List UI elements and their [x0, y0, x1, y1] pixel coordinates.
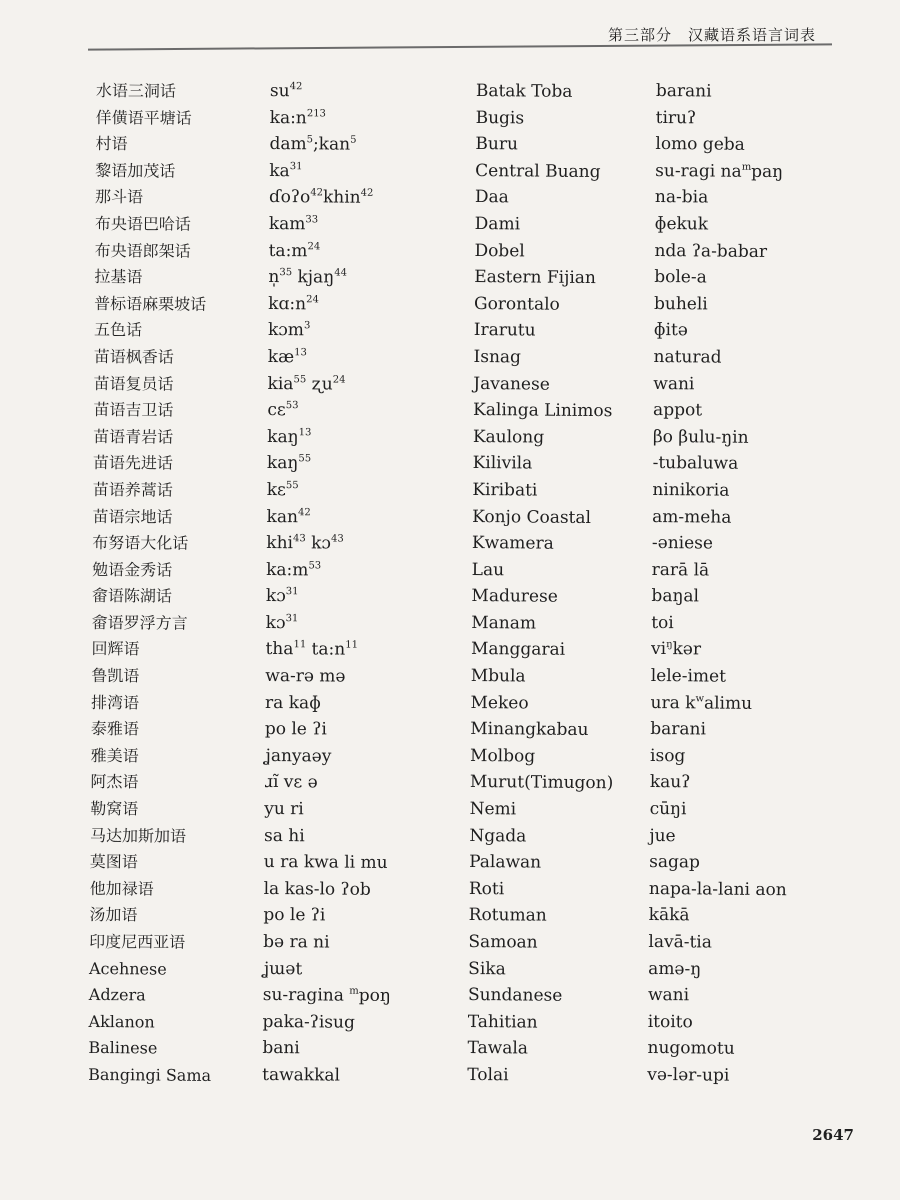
entry-form: və-lər-upi: [647, 1064, 730, 1086]
entry-form: napa-la-lani aon: [648, 878, 787, 900]
entry-form: isog: [649, 745, 686, 767]
entry-language: Minangkabau: [470, 719, 589, 741]
entry-language: Balinese: [88, 1038, 158, 1058]
entry-language: 回辉语: [91, 639, 140, 659]
entry-language: 勒窝语: [90, 799, 139, 819]
entry-form: wa-rə mə: [265, 666, 346, 687]
entry-language: 印度尼西亚语: [89, 931, 186, 952]
entry-language: Central Buang: [475, 160, 601, 182]
entry-language: 苗语养蒿话: [92, 479, 173, 500]
entry-language: 村语: [95, 134, 128, 154]
entry-form: nda ʔa-babar: [654, 240, 768, 262]
entry-form: wani: [653, 373, 695, 394]
entry-form: ra kaɸ: [265, 692, 322, 714]
entry-language: Gorontalo: [473, 293, 560, 315]
entry-form: bə ra ni: [263, 931, 330, 953]
entry-form: bani: [262, 1038, 300, 1059]
entry-form: kākā: [648, 905, 690, 926]
entry-form: po le ʔi: [264, 719, 327, 740]
entry-language: Buru: [475, 134, 519, 155]
entry-form: $ta:m^{24}$: [268, 240, 321, 261]
entry-language: 苗语枫香话: [93, 346, 174, 367]
entry-form: ɗoʔo$^{42}$khin$^{42}$: [268, 187, 374, 209]
entry-form: lomo geba: [655, 134, 745, 155]
entry-form: kɔ$^{31}$: [265, 612, 299, 634]
entry-form: barani: [650, 719, 707, 740]
entry-language: Manggarai: [470, 639, 566, 661]
entry-form: tawakkal: [262, 1064, 341, 1086]
entry-language: 排湾语: [91, 692, 140, 713]
entry-language: Bangingi Sama: [88, 1064, 212, 1085]
entry-form: na-bia: [654, 187, 709, 208]
right-form-column: [647, 78, 794, 1090]
entry-language: Kilivila: [472, 453, 533, 474]
entry-form: ʝɯət: [262, 958, 303, 979]
entry-language: Javanese: [473, 373, 550, 395]
entry-language: Batak Toba: [475, 80, 573, 102]
page-number: 2647: [812, 1126, 854, 1144]
entry-form: ura $k^walimu$: [650, 692, 753, 714]
entry-form: kɛ$^{55}$: [266, 479, 299, 501]
entry-form: lavā-tia: [648, 931, 713, 953]
entry-form: yu ri: [264, 799, 304, 820]
entry-form: toi: [651, 612, 674, 634]
entry-language: 布央语巴哈话: [94, 213, 191, 234]
entry-language: Dobel: [474, 240, 525, 261]
entry-form: ʝanyaəy: [264, 745, 332, 767]
entry-language: 畲语罗浮方言: [91, 612, 188, 633]
entry-form: su-ragi $na^mpaŋ$: [655, 160, 784, 182]
entry-language: 雅美语: [90, 745, 139, 766]
entry-form: kɔm$^3$: [267, 320, 311, 341]
entry-form: itoito: [647, 1011, 693, 1033]
entry-form: sa hi: [263, 825, 305, 846]
entry-language: Manam: [471, 612, 537, 634]
entry-form: appot: [653, 400, 703, 421]
entry-language: Ngada: [469, 825, 527, 847]
entry-form: ɹĩ vɛ ə: [264, 772, 318, 793]
entry-language: Tawala: [467, 1038, 529, 1059]
entry-form: barani: [655, 80, 712, 102]
entry-form: kauʔ: [649, 772, 691, 793]
entry-language: Acehnese: [88, 958, 167, 979]
entry-language: 鲁凯语: [91, 666, 140, 686]
entry-form: kaŋ$^{13}$: [267, 426, 312, 447]
entry-language: Samoan: [468, 931, 538, 953]
entry-language: 那斗语: [94, 187, 144, 207]
entry-form: kam$^{33}$: [268, 213, 319, 235]
running-header: 第三部分 汉藏语系语言词表: [607, 26, 816, 44]
entry-form: sagap: [649, 852, 701, 873]
entry-language: 马达加斯加语: [89, 825, 187, 846]
entry-language: 勉语金秀话: [92, 559, 173, 580]
entry-language: 泰雅语: [90, 719, 139, 739]
entry-language: 布努语大化话: [92, 533, 189, 553]
entry-language: 苗语复员话: [93, 373, 174, 394]
entry-form: $ka:n^{213}$: [269, 107, 326, 128]
entry-language: Dami: [474, 213, 521, 235]
entry-language: Eastern Fijian: [474, 267, 597, 289]
entry-language: Molbog: [469, 745, 536, 767]
entry-form: cɛ$^{53}$: [267, 400, 299, 421]
entry-language: 汤加语: [89, 905, 138, 925]
entry-form: paka-ʔisug: [262, 1011, 355, 1033]
entry-language: 畲语陈湖话: [91, 586, 173, 606]
entry-language: Rotuman: [468, 905, 547, 927]
left-form-column: [262, 78, 398, 1090]
entry-form: naturad: [653, 346, 722, 368]
entry-language: Roti: [468, 878, 505, 900]
entry-form: buheli: [653, 293, 708, 315]
entry-language: Palawan: [469, 852, 542, 873]
entry-form: n̩$^{35}$ kjaŋ$^{44}$: [268, 267, 347, 288]
entry-language: Daa: [474, 187, 509, 208]
entry-language: Mbula: [470, 666, 526, 687]
entry-form: u ra kwa li mu: [263, 852, 388, 874]
entry-form: amə-ŋ: [648, 958, 702, 980]
entry-form: la kas-lo ʔob: [263, 878, 371, 900]
entry-form: kaŋ$^{55}$: [266, 453, 312, 474]
entry-language: 五色话: [93, 320, 143, 340]
entry-language: Kiribati: [472, 479, 538, 501]
entry-language: Konjo Coastal: [472, 506, 592, 528]
entry-language: Sundanese: [467, 985, 563, 1006]
entry-language: Tolai: [467, 1064, 509, 1086]
entry-form: -əniese: [651, 533, 714, 554]
entry-language: 苗语先进话: [92, 453, 174, 473]
entry-form: $su^{42}$: [269, 80, 303, 102]
entry-language: Lau: [471, 559, 505, 580]
entry-language: 苗语吉卫话: [93, 400, 174, 420]
entry-language: Mekeo: [470, 692, 529, 714]
entry-language: 拉基语: [94, 267, 143, 287]
entry-form: khi$^{43}$ kɔ$^{43}$: [266, 533, 344, 554]
entry-language: Nemi: [469, 799, 517, 820]
entry-language: Kalinga Linimos: [473, 400, 613, 422]
entry-form: kia$^{55}$ ʐu$^{24}$: [267, 373, 346, 395]
entry-language: Kwamera: [471, 533, 554, 554]
entry-language: Madurese: [471, 586, 558, 608]
entry-language: 水语三洞话: [95, 80, 176, 101]
entry-form: tiruʔ: [655, 107, 697, 128]
entry-form: po le ʔi: [263, 905, 326, 926]
entry-language: 普标语麻栗坡话: [94, 293, 207, 314]
entry-language: Isnag: [473, 346, 522, 368]
entry-language: Aklanon: [88, 1011, 155, 1032]
entry-form: ɸitə: [653, 320, 688, 341]
entry-form: lele-imet: [650, 666, 727, 687]
entry-form: βo βulu-ŋin: [652, 426, 749, 448]
entry-language: Murut(Timugon): [469, 772, 614, 794]
entry-form: ninikoria: [652, 479, 730, 501]
entry-form: dam$^5$;kan$^5$: [269, 134, 357, 155]
entry-form: $ka:m^{53}$: [266, 559, 322, 581]
entry-language: 他加禄语: [89, 878, 154, 899]
entry-language: 苗语青岩话: [93, 426, 174, 447]
entry-language: 苗语宗地话: [92, 506, 173, 527]
entry-form: jue: [649, 825, 676, 846]
entry-language: Kaulong: [472, 426, 545, 448]
entry-form: wani: [647, 985, 690, 1006]
entry-language: 黎语加茂话: [95, 160, 176, 181]
entry-form: am-meha: [652, 506, 732, 528]
entry-language: Adzera: [88, 985, 146, 1005]
left-language-column: [88, 78, 219, 1089]
entry-language: 佯僙语平塘话: [95, 107, 192, 128]
entry-form: $vi^ŋkər$: [650, 639, 702, 660]
entry-form: bole-a: [654, 267, 707, 288]
entry-form: rarā lā: [651, 559, 710, 581]
entry-form: tha$^{11}$ $ta:n^{11}$: [265, 639, 359, 661]
entry-form: baŋal: [651, 586, 700, 607]
entry-form: ɸekuk: [654, 213, 709, 235]
entry-form: nugomotu: [647, 1038, 735, 1060]
entry-language: 布央语郎架话: [94, 240, 191, 261]
entry-language: Tahitian: [467, 1011, 538, 1033]
entry-language: 阿杰语: [90, 772, 139, 792]
entry-form: su-ragina $^m$poŋ: [262, 985, 391, 1007]
right-language-column: [467, 78, 619, 1090]
entry-form: -tubaluwa: [652, 453, 739, 475]
entry-language: 莫图语: [89, 852, 138, 872]
entry-form: kan$^{42}$: [266, 506, 311, 527]
entry-form: $ka^{31}$: [269, 160, 303, 181]
entry-form: $kɑ:n^{24}$: [268, 293, 319, 315]
entry-language: Bugis: [475, 107, 525, 129]
entry-language: Sika: [468, 958, 506, 979]
entry-form: kɔ$^{31}$: [265, 586, 299, 607]
entry-language: Irarutu: [473, 320, 536, 341]
entry-form: cūŋi: [649, 799, 687, 820]
entry-form: $kæ^{13}$: [267, 346, 307, 368]
